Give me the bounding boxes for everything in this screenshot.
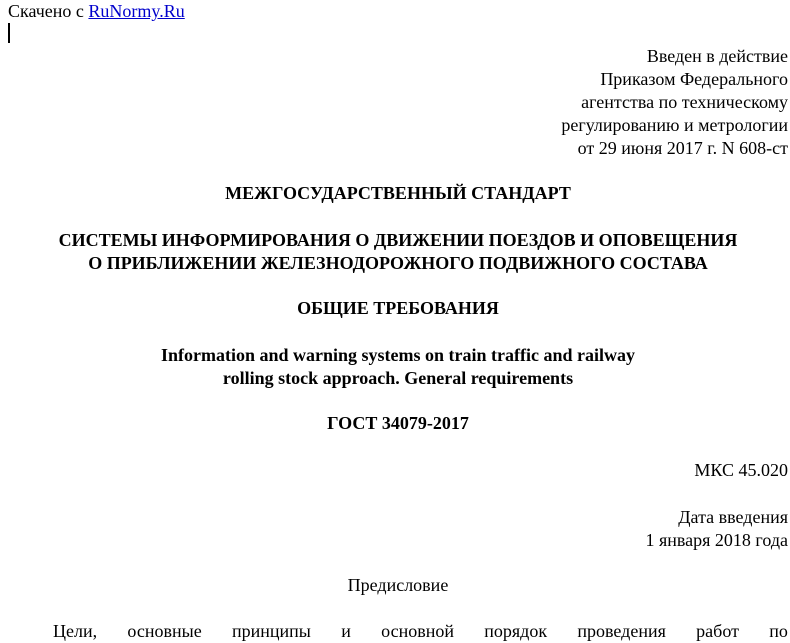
foreword-paragraph-line	[53, 620, 788, 643]
intro-date-label: Дата введения	[678, 507, 788, 527]
gost-number: ГОСТ 34079-2017	[327, 413, 469, 433]
enactment-line-2: Приказом Федерального	[600, 69, 788, 89]
title-ru-line-2: О ПРИБЛИЖЕНИИ ЖЕЛЕЗНОДОРОЖНОГО ПОДВИЖНОГО СОСТАВА	[88, 253, 708, 273]
standard-type-heading: МЕЖГОСУДАРСТВЕННЫЙ СТАНДАРТ	[225, 183, 571, 203]
paragraph-word: основной	[381, 621, 454, 641]
text-cursor	[8, 23, 10, 43]
download-source-prefix: Скачено с	[8, 1, 89, 21]
enactment-line-4: регулированию и метрологии	[561, 115, 788, 135]
runormy-link[interactable]: RuNormy.Ru	[88, 1, 185, 21]
title-en-line-2: rolling stock approach. General requirements	[222, 368, 574, 388]
title-ru-line-1: СИСТЕМЫ ИНФОРМИРОВАНИЯ О ДВИЖЕНИИ ПОЕЗДОВ И ОПОВЕЩЕНИЯ	[58, 230, 738, 250]
paragraph-word: принципы	[232, 621, 311, 641]
paragraph-word: порядок	[484, 621, 548, 641]
paragraph-word: основные	[127, 621, 202, 641]
enactment-line-3: агентства по техническому	[581, 92, 788, 112]
paragraph-word: Цели,	[53, 621, 98, 641]
subtitle-ru: ОБЩИЕ ТРЕБОВАНИЯ	[297, 298, 499, 318]
title-en-line-1: Information and warning systems on train traffic and railway	[160, 345, 635, 365]
download-source-line	[8, 0, 185, 22]
enactment-line-5: от 29 июня 2017 г. N 608-ст	[577, 138, 788, 158]
paragraph-word: по	[769, 621, 788, 641]
paragraph-word: работ	[696, 621, 739, 641]
foreword-heading: Предисловие	[347, 575, 449, 595]
paragraph-word: проведения	[577, 621, 666, 641]
intro-date-value: 1 января 2018 года	[645, 530, 788, 550]
mks-code: МКС 45.020	[694, 460, 788, 480]
paragraph-word: и	[341, 621, 351, 641]
enactment-block	[561, 45, 788, 160]
enactment-line-1: Введен в действие	[646, 46, 788, 66]
